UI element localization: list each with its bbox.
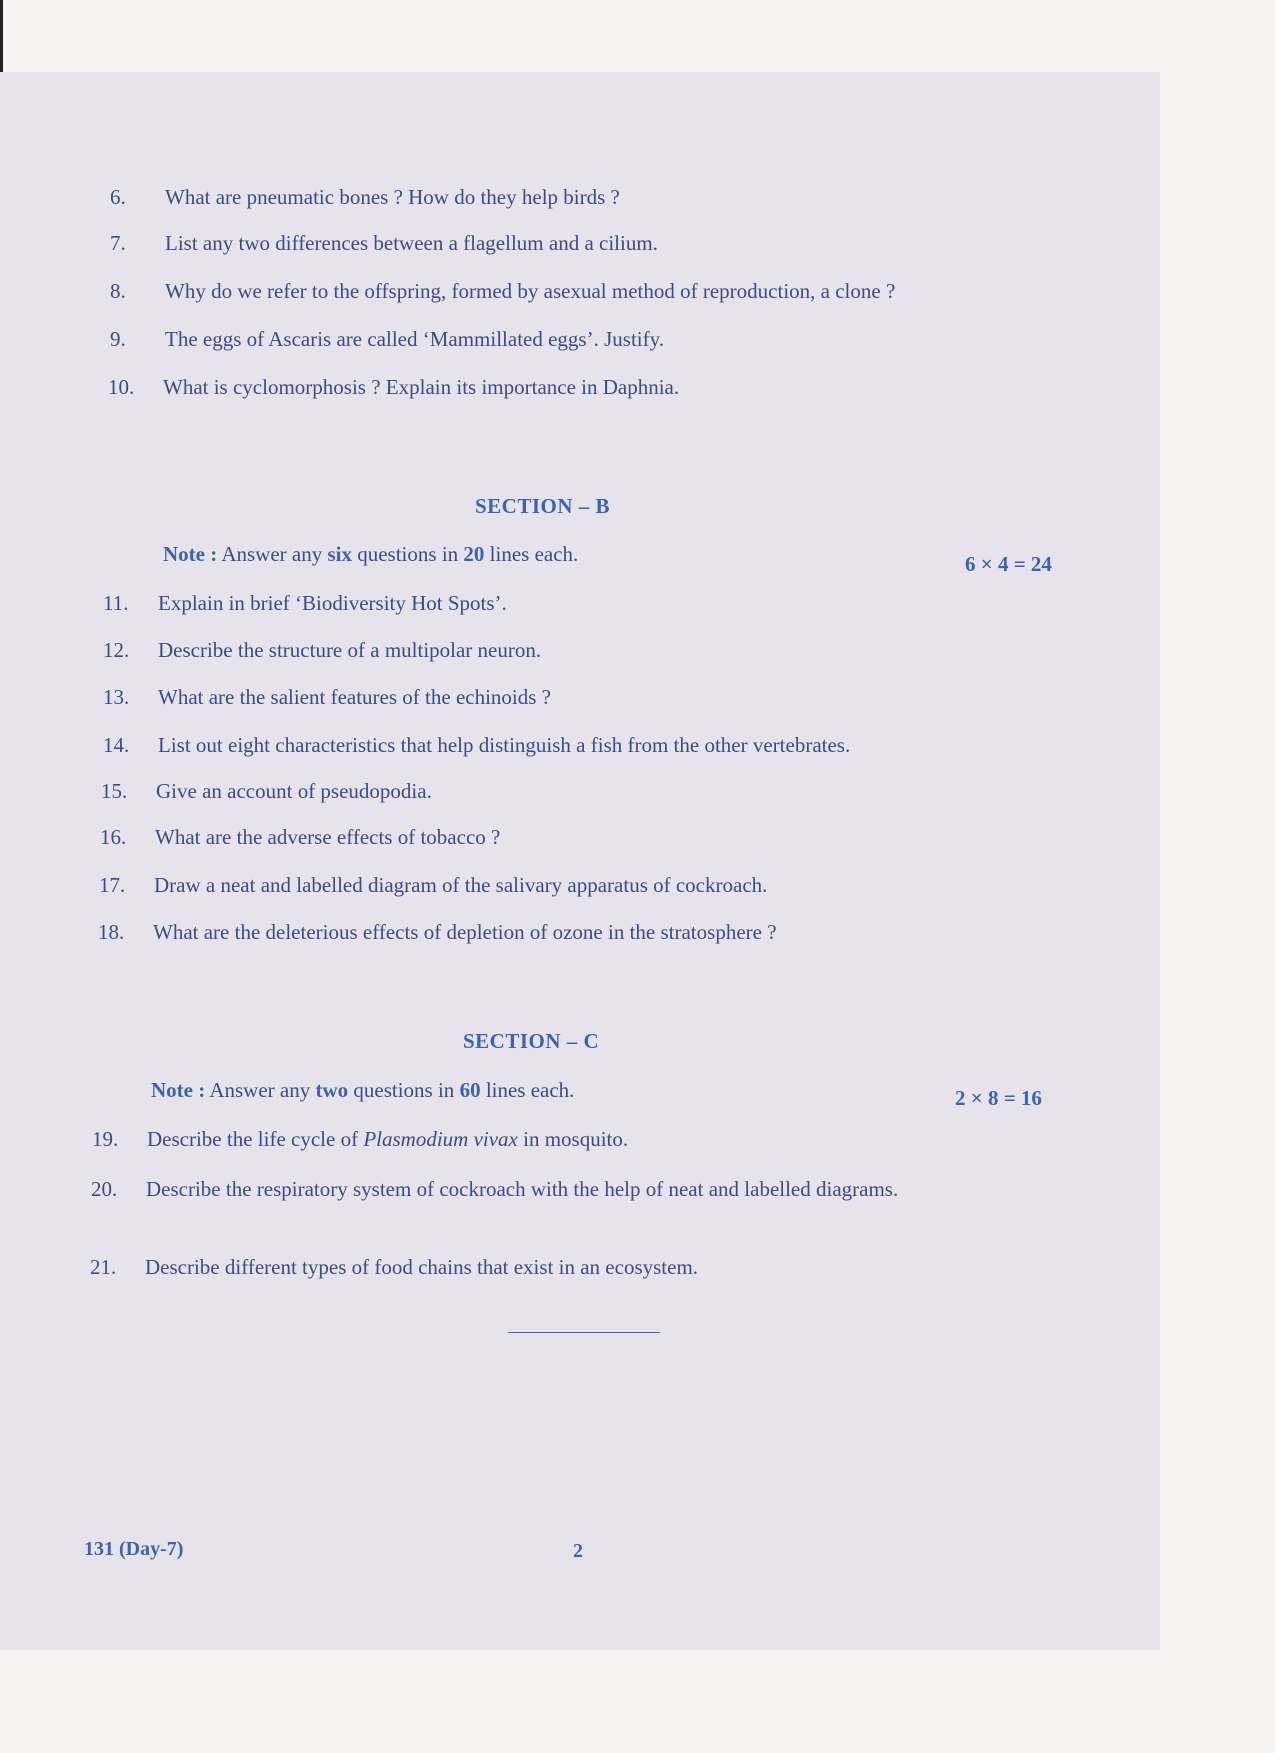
question-text: What are the salient features of the echinoids ?	[158, 685, 551, 709]
question-text: Describe different types of food chains that exist in an ecosystem.	[145, 1255, 699, 1279]
question-text: List any two differences between a flagellum and a cilium.	[165, 231, 658, 255]
question-number: 13.	[103, 685, 130, 709]
question-number: 17.	[99, 873, 126, 897]
note-text-post: lines each.	[485, 1078, 575, 1102]
question-text-post: in mosquito.	[523, 1127, 629, 1151]
question-text: The eggs of Ascaris are called ‘Mammillated eggs’. Justify.	[165, 327, 664, 351]
question-text: What are pneumatic bones ? How do they help birds ?	[165, 185, 620, 209]
paper-code: 131 (Day-7)	[84, 1538, 184, 1560]
question-text: What are the adverse effects of tobacco ?	[155, 825, 501, 849]
question-text: List out eight characteristics that help distinguish a fish from the other vertebrates.	[158, 733, 851, 757]
note-text-pre: Answer any	[221, 542, 323, 566]
note-label: Note :	[163, 542, 218, 566]
question-number: 11.	[103, 591, 129, 615]
question-text: What are the deleterious effects of depletion of ozone in the stratosphere ?	[153, 920, 777, 944]
question-number: 12.	[103, 638, 130, 662]
note-lines: 60	[459, 1078, 481, 1102]
section-c-note	[151, 1078, 574, 1103]
question-number: 10.	[108, 375, 135, 399]
scan-edge	[0, 0, 3, 72]
question-text: Give an account of pseudopodia.	[156, 779, 432, 803]
end-rule	[508, 1332, 660, 1333]
note-label: Note :	[151, 1078, 206, 1102]
note-count: two	[315, 1078, 349, 1102]
section-c-marks: 2 × 8 = 16	[955, 1086, 1042, 1110]
question-number: 20.	[91, 1177, 118, 1201]
question-text	[147, 1124, 1007, 1154]
question-text: What is cyclomorphosis ? Explain its importance in Daphnia.	[163, 375, 680, 399]
question-text: Explain in brief ‘Biodiversity Hot Spots’.	[158, 591, 507, 615]
question-number: 21.	[90, 1255, 117, 1279]
species-name: Plasmodium vivax	[363, 1127, 518, 1151]
note-text-post: lines each.	[489, 542, 579, 566]
question-text: Why do we refer to the offspring, formed by asexual method of reproduction, a clone ?	[165, 279, 896, 303]
question-number: 19.	[92, 1127, 119, 1151]
note-lines: 20	[463, 542, 485, 566]
question-number: 8.	[110, 279, 126, 303]
question-number: 6.	[110, 185, 126, 209]
question-number: 9.	[110, 327, 126, 351]
section-b-marks: 6 × 4 = 24	[965, 552, 1052, 576]
question-text: Describe the respiratory system of cockroach with the help of neat and labelled diagrams.	[146, 1177, 899, 1201]
note-text-mid: questions in	[357, 542, 459, 566]
question-text: Draw a neat and labelled diagram of the salivary apparatus of cockroach.	[154, 873, 768, 897]
question-number: 15.	[101, 779, 128, 803]
question-number: 18.	[98, 920, 125, 944]
question-text: Describe the structure of a multipolar neuron.	[158, 638, 542, 662]
note-text-pre: Answer any	[209, 1078, 311, 1102]
section-c-heading: SECTION – C	[463, 1029, 600, 1053]
question-number: 7.	[110, 231, 126, 255]
note-text-mid: questions in	[353, 1078, 455, 1102]
note-count: six	[327, 542, 352, 566]
question-text-pre: Describe the life cycle of	[147, 1127, 359, 1151]
exam-page	[0, 72, 1160, 1650]
section-b-heading: SECTION – B	[475, 494, 611, 518]
page-number: 2	[573, 1540, 583, 1562]
question-number: 16.	[100, 825, 127, 849]
question-number: 14.	[103, 733, 130, 757]
section-b-note	[163, 542, 578, 567]
